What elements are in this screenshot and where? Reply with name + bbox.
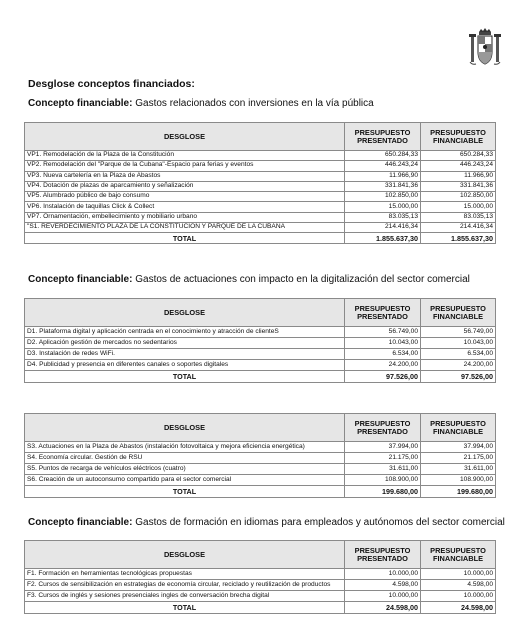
page-heading: Desglose conceptos financiados: (28, 78, 195, 90)
coat-of-arms-icon (468, 28, 502, 68)
row-description: S6. Creación de un autoconsumo compartido para el sector comercial (25, 475, 345, 486)
financing-table-4 (24, 540, 496, 614)
row-financiable: 650.284,33 (421, 151, 496, 161)
row-financiable: 6.534,00 (421, 349, 496, 360)
row-description: VP3. Nueva cartelería en la Plaza de Abastos (25, 171, 345, 181)
concept-label: Concepto financiable: (28, 274, 133, 285)
row-description: S4. Economía circular. Gestión de RSU (25, 453, 345, 464)
header-desglose: DESGLOSE (25, 299, 345, 327)
row-description: VP5. Alumbrado público de bajo consumo (25, 192, 345, 202)
row-financiable: 4.598,00 (421, 580, 496, 591)
header-presentado: PRESUPUESTO PRESENTADO (345, 541, 421, 569)
row-financiable: 56.749,00 (421, 327, 496, 338)
table-total-row (25, 233, 496, 244)
row-presentado: 15.000,00 (345, 202, 421, 212)
table-header-row (25, 414, 496, 442)
table-header-row (25, 541, 496, 569)
header-desglose: DESGLOSE (25, 541, 345, 569)
row-description: S5. Puntos de recarga de vehículos eléctricos (cuatro) (25, 464, 345, 475)
row-description: VP2. Remodelación del "Parque de la Cubana"-Espacio para ferias y eventos (25, 161, 345, 171)
row-presentado: 10.000,00 (345, 591, 421, 602)
header-desglose: DESGLOSE (25, 123, 345, 151)
row-description: S3. Actuaciones en la Plaza de Abastos (instalación fotovoltaica y mejora eficiencia energética) (25, 442, 345, 453)
header-presentado: PRESUPUESTO PRESENTADO (345, 123, 421, 151)
row-financiable: 31.611,00 (421, 464, 496, 475)
row-presentado: 56.749,00 (345, 327, 421, 338)
row-financiable: 10.000,00 (421, 569, 496, 580)
total-financiable: 1.855.637,30 (421, 233, 496, 244)
header-financiable: PRESUPUESTO FINANCIABLE (421, 414, 496, 442)
total-financiable: 199.680,00 (421, 486, 496, 498)
table-row (25, 453, 496, 464)
row-presentado: 10.043,00 (345, 338, 421, 349)
table-row (25, 202, 496, 212)
table-row (25, 181, 496, 191)
row-description: F3. Cursos de inglés y sesiones presenciales ingles de conversación brecha digital (25, 591, 345, 602)
total-label: TOTAL (25, 486, 345, 498)
table-row (25, 223, 496, 233)
row-presentado: 21.175,00 (345, 453, 421, 464)
concept-text: Gastos de formación en idiomas para empleados y autónomos del sector comercial (135, 517, 505, 528)
row-description: VP6. Instalación de taquillas Click & Collect (25, 202, 345, 212)
concept-text: Gastos relacionados con inversiones en la vía pública (135, 98, 374, 109)
row-financiable: 331.841,36 (421, 181, 496, 191)
total-label: TOTAL (25, 233, 345, 244)
table-total-row (25, 602, 496, 614)
table-header-row (25, 299, 496, 327)
table-row (25, 192, 496, 202)
total-presentado: 97.526,00 (345, 371, 421, 383)
row-presentado: 446.243,24 (345, 161, 421, 171)
total-presentado: 1.855.637,30 (345, 233, 421, 244)
row-financiable: 11.966,90 (421, 171, 496, 181)
financing-table-1 (24, 122, 496, 244)
row-financiable: 102.850,00 (421, 192, 496, 202)
concept-label: Concepto financiable: (28, 517, 133, 528)
row-presentado: 24.200,00 (345, 360, 421, 371)
table-row (25, 580, 496, 591)
row-financiable: 37.994,00 (421, 442, 496, 453)
total-financiable: 97.526,00 (421, 371, 496, 383)
row-presentado: 10.000,00 (345, 569, 421, 580)
financing-table-3 (24, 413, 496, 498)
row-presentado: 214.416,34 (345, 223, 421, 233)
concept-line-2 (28, 274, 470, 285)
table-total-row (25, 371, 496, 383)
concept-line-4 (28, 517, 505, 528)
row-financiable: 108.900,00 (421, 475, 496, 486)
row-financiable: 21.175,00 (421, 453, 496, 464)
total-financiable: 24.598,00 (421, 602, 496, 614)
table-row (25, 349, 496, 360)
row-description: F1. Formación en herramientas tecnológicas propuestas (25, 569, 345, 580)
table-row (25, 464, 496, 475)
row-financiable: 10.043,00 (421, 338, 496, 349)
header-financiable: PRESUPUESTO FINANCIABLE (421, 299, 496, 327)
row-presentado: 650.284,33 (345, 151, 421, 161)
total-presentado: 199.680,00 (345, 486, 421, 498)
concept-line-1 (28, 98, 374, 109)
table-row (25, 212, 496, 222)
total-label: TOTAL (25, 371, 345, 383)
header-presentado: PRESUPUESTO PRESENTADO (345, 414, 421, 442)
row-description: F2. Cursos de sensibilización en estrategias de economía circular, reciclado y reutilización de productos (25, 580, 345, 591)
table-row (25, 338, 496, 349)
total-presentado: 24.598,00 (345, 602, 421, 614)
row-presentado: 31.611,00 (345, 464, 421, 475)
row-description: D3. Instalación de redes WiFi. (25, 349, 345, 360)
concept-label: Concepto financiable: (28, 98, 133, 109)
row-description: "S1. REVERDECIMIENTO PLAZA DE LA CONSTITUCIÓN Y PARQUE DE LA CUBANA (25, 223, 345, 233)
total-label: TOTAL (25, 602, 345, 614)
row-presentado: 4.598,00 (345, 580, 421, 591)
table-header-row (25, 123, 496, 151)
concept-text: Gastos de actuaciones con impacto en la digitalización del sector comercial (135, 274, 470, 285)
row-presentado: 6.534,00 (345, 349, 421, 360)
row-financiable: 83.035,13 (421, 212, 496, 222)
row-financiable: 214.416,34 (421, 223, 496, 233)
row-presentado: 11.966,90 (345, 171, 421, 181)
table-row (25, 569, 496, 580)
table-row (25, 360, 496, 371)
header-presentado: PRESUPUESTO PRESENTADO (345, 299, 421, 327)
financing-table-2 (24, 298, 496, 383)
row-description: VP7. Ornamentación, embellecimiento y mobiliario urbano (25, 212, 345, 222)
table-row (25, 442, 496, 453)
row-presentado: 37.994,00 (345, 442, 421, 453)
header-financiable: PRESUPUESTO FINANCIABLE (421, 541, 496, 569)
row-description: VP1. Remodelación de la Plaza de la Constitución (25, 151, 345, 161)
row-presentado: 331.841,36 (345, 181, 421, 191)
row-presentado: 102.850,00 (345, 192, 421, 202)
header-financiable: PRESUPUESTO FINANCIABLE (421, 123, 496, 151)
row-financiable: 10.000,00 (421, 591, 496, 602)
row-description: D4. Publicidad y presencia en diferentes canales o soportes digitales (25, 360, 345, 371)
row-financiable: 24.200,00 (421, 360, 496, 371)
table-row (25, 161, 496, 171)
row-financiable: 15.000,00 (421, 202, 496, 212)
table-row (25, 171, 496, 181)
row-financiable: 446.243,24 (421, 161, 496, 171)
table-row (25, 475, 496, 486)
header-desglose: DESGLOSE (25, 414, 345, 442)
row-description: VP4. Dotación de plazas de aparcamiento y señalización (25, 181, 345, 191)
row-presentado: 108.900,00 (345, 475, 421, 486)
row-description: D1. Plataforma digital y aplicación centrada en el conocimiento y atracción de clienteS (25, 327, 345, 338)
row-presentado: 83.035,13 (345, 212, 421, 222)
table-row (25, 591, 496, 602)
table-row (25, 151, 496, 161)
row-description: D2. Aplicación gestión de mercados no sedentarios (25, 338, 345, 349)
table-total-row (25, 486, 496, 498)
table-row (25, 327, 496, 338)
